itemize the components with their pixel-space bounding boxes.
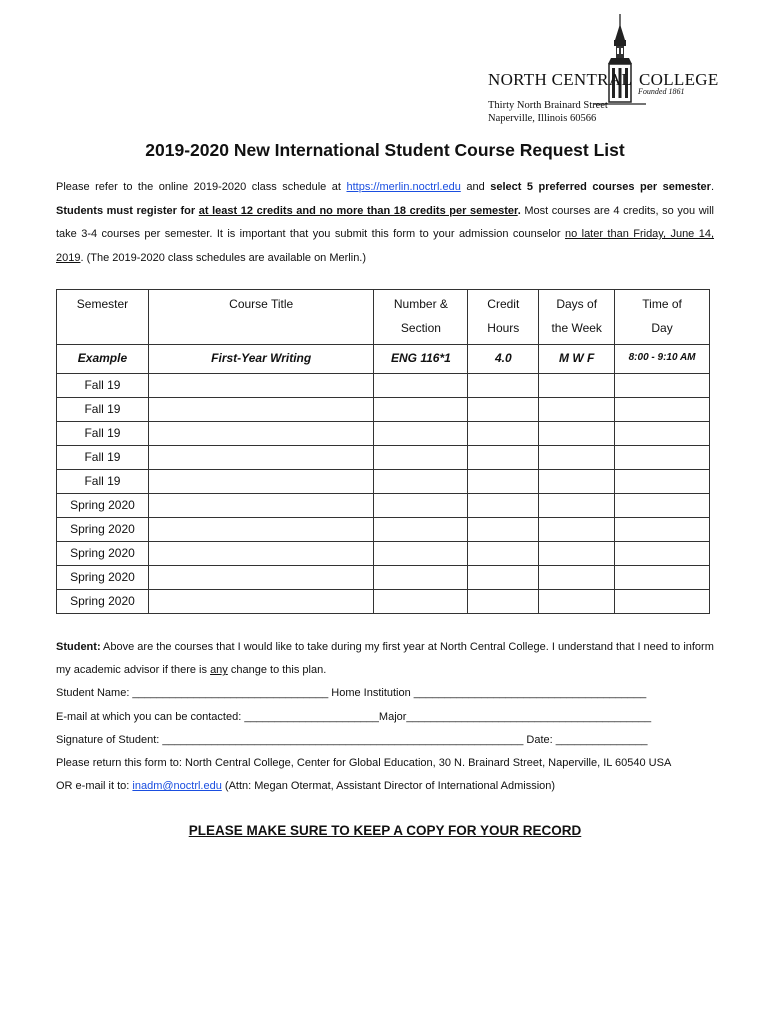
table-row [57, 518, 710, 542]
admission-email-link[interactable]: inadm@noctrl.edu [132, 780, 222, 793]
days-cell[interactable] [539, 422, 615, 446]
intro-text-5: . (The 2019-2020 class schedules are available on Merlin.) [80, 251, 367, 264]
semester-cell: Fall 19 [57, 398, 149, 422]
time-cell[interactable] [615, 494, 710, 518]
table-row [57, 446, 710, 470]
course-title-cell[interactable] [148, 470, 374, 494]
days-cell[interactable] [539, 494, 615, 518]
credit-cell[interactable] [468, 422, 539, 446]
course-title-cell[interactable] [148, 494, 374, 518]
credit-cell[interactable] [468, 590, 539, 614]
course-title-cell[interactable] [148, 398, 374, 422]
number-cell[interactable] [374, 374, 468, 398]
example-semester: Example [57, 345, 149, 374]
semester-cell: Fall 19 [57, 446, 149, 470]
number-cell[interactable] [374, 494, 468, 518]
credit-cell[interactable] [468, 494, 539, 518]
merlin-link[interactable]: https://merlin.noctrl.edu [346, 181, 461, 193]
time-cell[interactable] [615, 470, 710, 494]
number-cell[interactable] [374, 470, 468, 494]
intro-paragraph [56, 176, 714, 270]
logo-founded: Founded 1861 [638, 87, 685, 96]
email-instructions [56, 775, 716, 798]
semester-cell: Fall 19 [57, 470, 149, 494]
semester-cell: Fall 19 [57, 374, 149, 398]
logo-wordmark [488, 70, 719, 90]
number-cell[interactable] [374, 542, 468, 566]
signature-date-field[interactable]: Signature of Student: ___________________________________________________________ Date: _______________ [56, 733, 648, 746]
intro-bold-3: . [517, 204, 521, 217]
student-statement [56, 636, 716, 682]
credit-cell[interactable] [468, 446, 539, 470]
semester-cell: Spring 2020 [57, 566, 149, 590]
days-cell[interactable] [539, 374, 615, 398]
record-notice: PLEASE MAKE SURE TO KEEP A COPY FOR YOUR RECORD [188, 823, 582, 838]
time-cell[interactable] [615, 446, 710, 470]
student-label: Student: [56, 641, 101, 653]
college-logo [486, 14, 719, 126]
number-cell[interactable] [374, 422, 468, 446]
student-text-b: change to this plan. [227, 664, 327, 677]
email-suffix: (Attn: Megan Otermat, Assistant Director of International Admission) [221, 780, 556, 793]
course-title-cell[interactable] [148, 446, 374, 470]
address-line-2: Naperville, Illinois 60566 [488, 113, 597, 124]
time-cell[interactable] [615, 422, 710, 446]
number-cell[interactable] [374, 398, 468, 422]
email-major-field[interactable]: E-mail at which you can be contacted: ______________________Major________________________________________ [56, 710, 652, 723]
header-days: Days of the Week [539, 290, 615, 345]
any-word: any [210, 664, 228, 677]
intro-text-3: . [710, 181, 715, 193]
course-title-cell[interactable] [148, 590, 374, 614]
example-days: M W F [539, 345, 615, 374]
intro-text-1: Please refer to the online 2019-2020 class schedule at [56, 181, 347, 193]
header-time: Time of Day [615, 290, 710, 345]
intro-bold-1: select 5 preferred courses per semester [490, 181, 711, 193]
semester-cell: Spring 2020 [57, 518, 149, 542]
header-semester: Semester [57, 290, 149, 345]
credit-cell[interactable] [468, 566, 539, 590]
student-section [56, 636, 716, 798]
days-cell[interactable] [539, 398, 615, 422]
deadline-text: no later than Friday, June 14, 2019 [56, 228, 714, 264]
time-cell[interactable] [615, 542, 710, 566]
example-course: First-Year Writing [148, 345, 374, 374]
days-cell[interactable] [539, 446, 615, 470]
table-row [57, 470, 710, 494]
time-cell[interactable] [615, 590, 710, 614]
example-number: ENG 116*1 [374, 345, 468, 374]
time-cell[interactable] [615, 518, 710, 542]
table-row [57, 422, 710, 446]
credit-requirement: at least 12 credits and no more than 18 credits per semester [198, 204, 518, 217]
table-row [57, 398, 710, 422]
days-cell[interactable] [539, 518, 615, 542]
table-row [57, 566, 710, 590]
example-time: 8:00 - 9:10 AM [615, 345, 710, 374]
logo-college: COLLEGE [639, 70, 719, 89]
credit-cell[interactable] [468, 518, 539, 542]
page-title: 2019-2020 New International Student Course Request List [145, 140, 625, 160]
semester-cell: Fall 19 [57, 422, 149, 446]
address-line-1: Thirty North Brainard Street [488, 100, 608, 111]
example-credit: 4.0 [468, 345, 539, 374]
intro-text-2: and [460, 181, 491, 193]
course-title-cell[interactable] [148, 374, 374, 398]
days-cell[interactable] [539, 590, 615, 614]
table-row [57, 374, 710, 398]
course-title-cell[interactable] [148, 566, 374, 590]
table-row [57, 542, 710, 566]
example-row [57, 345, 710, 374]
days-cell[interactable] [539, 566, 615, 590]
logo-north-central: NORTH CENTRAL [488, 70, 633, 89]
semester-cell: Spring 2020 [57, 590, 149, 614]
table-row [57, 590, 710, 614]
credit-cell[interactable] [468, 542, 539, 566]
number-cell[interactable] [374, 518, 468, 542]
college-address [488, 99, 608, 125]
credit-cell[interactable] [468, 398, 539, 422]
course-request-table [56, 289, 710, 614]
semester-cell: Spring 2020 [57, 542, 149, 566]
time-cell[interactable] [615, 566, 710, 590]
header-course-title: Course Title [148, 290, 374, 345]
header-credit-hours: Credit Hours [468, 290, 539, 345]
days-cell[interactable] [539, 470, 615, 494]
number-cell[interactable] [374, 566, 468, 590]
number-cell[interactable] [374, 446, 468, 470]
days-cell[interactable] [539, 542, 615, 566]
intro-bold-2: Students must register for [56, 204, 199, 217]
table-row [57, 494, 710, 518]
credit-cell[interactable] [468, 470, 539, 494]
course-title-cell[interactable] [148, 518, 374, 542]
time-cell[interactable] [615, 374, 710, 398]
table-header-row [57, 290, 710, 345]
course-title-cell[interactable] [148, 542, 374, 566]
student-name-field[interactable]: Student Name: ________________________________ Home Institution ______________________________________ [56, 687, 647, 700]
student-text-a: Above are the courses that I would like to take during my first year at North Central College. I understand that I need to inform my academic advisor if there is [56, 641, 714, 677]
number-cell[interactable] [374, 590, 468, 614]
time-cell[interactable] [615, 398, 710, 422]
credit-cell[interactable] [468, 374, 539, 398]
email-prefix: OR e-mail it to: [56, 780, 133, 793]
course-title-cell[interactable] [148, 422, 374, 446]
return-instructions: Please return this form to: North Central College, Center for Global Education, 30 N. Brainard Street, Naperville, IL 60540 USA [56, 757, 672, 770]
semester-cell: Spring 2020 [57, 494, 149, 518]
header-number-section: Number & Section [374, 290, 468, 345]
intro-text-4: Most courses are 4 credits, so you will take 3-4 courses per semester. It is important that you submit this form to your admission counselor [56, 204, 715, 240]
